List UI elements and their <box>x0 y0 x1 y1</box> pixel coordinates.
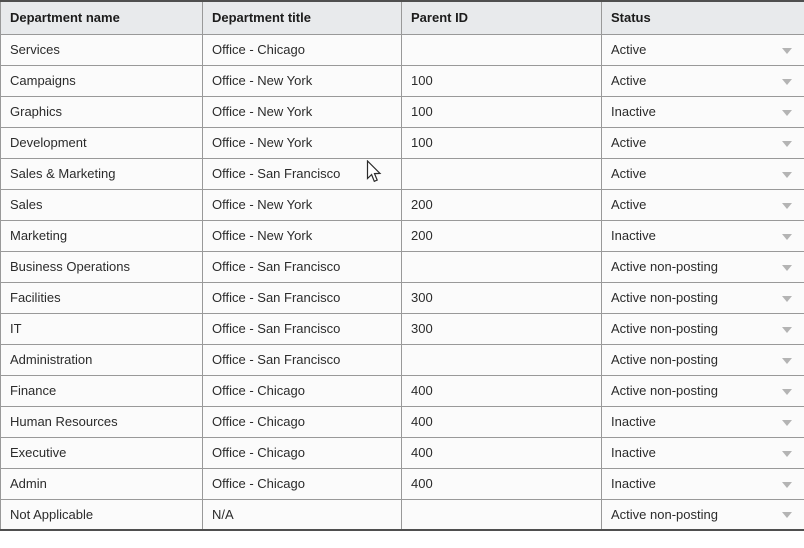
status-dropdown[interactable] <box>602 127 804 158</box>
status-value: Active non-posting <box>611 290 718 305</box>
department-title-cell: Office - San Francisco <box>203 251 402 282</box>
status-dropdown[interactable] <box>602 499 804 530</box>
department-title-cell: Office - New York <box>203 189 402 220</box>
department-title-cell: Office - New York <box>203 127 402 158</box>
table-row <box>1 344 804 375</box>
parent-id-cell: 400 <box>402 468 602 499</box>
column-header-parent-id: Parent ID <box>402 1 602 34</box>
parent-id-cell <box>402 251 602 282</box>
caret-down-icon <box>782 512 792 518</box>
department-name-cell: Facilities <box>1 282 203 313</box>
caret-down-icon <box>782 141 792 147</box>
department-name-cell: Sales <box>1 189 203 220</box>
department-title-cell: Office - New York <box>203 65 402 96</box>
department-title-cell: N/A <box>203 499 402 530</box>
department-name-cell: Marketing <box>1 220 203 251</box>
department-name-cell: Campaigns <box>1 65 203 96</box>
caret-down-icon <box>782 389 792 395</box>
status-dropdown[interactable] <box>602 34 804 65</box>
caret-down-icon <box>782 48 792 54</box>
status-value: Active non-posting <box>611 383 718 398</box>
table-row <box>1 189 804 220</box>
department-name-cell: Executive <box>1 437 203 468</box>
table-row <box>1 220 804 251</box>
parent-id-cell: 400 <box>402 406 602 437</box>
department-title-cell: Office - Chicago <box>203 468 402 499</box>
status-dropdown[interactable] <box>602 468 804 499</box>
department-name-cell: Services <box>1 34 203 65</box>
status-value: Active non-posting <box>611 259 718 274</box>
table-row <box>1 499 804 530</box>
table-row <box>1 282 804 313</box>
status-value: Inactive <box>611 104 656 119</box>
status-dropdown[interactable] <box>602 313 804 344</box>
parent-id-cell <box>402 499 602 530</box>
table-row <box>1 34 804 65</box>
department-name-cell: Finance <box>1 375 203 406</box>
status-value: Active <box>611 166 647 181</box>
status-value: Active <box>611 42 647 57</box>
department-name-cell: Graphics <box>1 96 203 127</box>
caret-down-icon <box>782 482 792 488</box>
department-title-cell: Office - San Francisco <box>203 344 402 375</box>
status-dropdown[interactable] <box>602 65 804 96</box>
caret-down-icon <box>782 79 792 85</box>
department-name-cell: Business Operations <box>1 251 203 282</box>
department-name-cell: Human Resources <box>1 406 203 437</box>
caret-down-icon <box>782 265 792 271</box>
parent-id-cell: 200 <box>402 220 602 251</box>
status-value: Active <box>611 197 647 212</box>
status-dropdown[interactable] <box>602 375 804 406</box>
caret-down-icon <box>782 420 792 426</box>
status-dropdown[interactable] <box>602 251 804 282</box>
department-title-cell: Office - San Francisco <box>203 158 402 189</box>
table-row <box>1 96 804 127</box>
status-dropdown[interactable] <box>602 158 804 189</box>
department-name-cell: Sales & Marketing <box>1 158 203 189</box>
status-dropdown[interactable] <box>602 96 804 127</box>
status-dropdown[interactable] <box>602 189 804 220</box>
department-title-cell: Office - New York <box>203 220 402 251</box>
column-header-department-name: Department name <box>1 1 203 34</box>
table-row <box>1 127 804 158</box>
caret-down-icon <box>782 172 792 178</box>
parent-id-cell: 100 <box>402 65 602 96</box>
parent-id-cell <box>402 34 602 65</box>
caret-down-icon <box>782 451 792 457</box>
department-title-cell: Office - San Francisco <box>203 282 402 313</box>
department-title-cell: Office - Chicago <box>203 406 402 437</box>
status-value: Inactive <box>611 445 656 460</box>
department-title-cell: Office - Chicago <box>203 34 402 65</box>
status-dropdown[interactable] <box>602 344 804 375</box>
status-value: Active non-posting <box>611 352 718 367</box>
parent-id-cell: 400 <box>402 375 602 406</box>
parent-id-cell <box>402 158 602 189</box>
table-row <box>1 251 804 282</box>
table-row <box>1 437 804 468</box>
status-value: Inactive <box>611 476 656 491</box>
caret-down-icon <box>782 358 792 364</box>
department-name-cell: Not Applicable <box>1 499 203 530</box>
table-row <box>1 313 804 344</box>
parent-id-cell: 100 <box>402 96 602 127</box>
department-name-cell: Admin <box>1 468 203 499</box>
header-row <box>1 1 804 34</box>
department-name-cell: Administration <box>1 344 203 375</box>
department-name-cell: IT <box>1 313 203 344</box>
status-value: Active non-posting <box>611 321 718 336</box>
department-title-cell: Office - Chicago <box>203 437 402 468</box>
parent-id-cell: 300 <box>402 313 602 344</box>
status-dropdown[interactable] <box>602 437 804 468</box>
caret-down-icon <box>782 203 792 209</box>
status-dropdown[interactable] <box>602 282 804 313</box>
department-title-cell: Office - Chicago <box>203 375 402 406</box>
table-row <box>1 158 804 189</box>
parent-id-cell: 400 <box>402 437 602 468</box>
status-dropdown[interactable] <box>602 406 804 437</box>
table-row <box>1 65 804 96</box>
status-value: Active non-posting <box>611 506 718 522</box>
parent-id-cell <box>402 344 602 375</box>
caret-down-icon <box>782 327 792 333</box>
department-title-cell: Office - San Francisco <box>203 313 402 344</box>
table-row <box>1 375 804 406</box>
caret-down-icon <box>782 296 792 302</box>
parent-id-cell: 300 <box>402 282 602 313</box>
department-title-cell: Office - New York <box>203 96 402 127</box>
caret-down-icon <box>782 110 792 116</box>
parent-id-cell: 200 <box>402 189 602 220</box>
status-dropdown[interactable] <box>602 220 804 251</box>
column-header-status: Status <box>602 1 804 34</box>
department-name-cell: Development <box>1 127 203 158</box>
status-value: Inactive <box>611 414 656 429</box>
table-row <box>1 406 804 437</box>
status-value: Inactive <box>611 228 656 243</box>
status-value: Active <box>611 135 647 150</box>
table-row <box>1 468 804 499</box>
parent-id-cell: 100 <box>402 127 602 158</box>
status-value: Active <box>611 73 647 88</box>
caret-down-icon <box>782 234 792 240</box>
column-header-department-title: Department title <box>203 1 402 34</box>
